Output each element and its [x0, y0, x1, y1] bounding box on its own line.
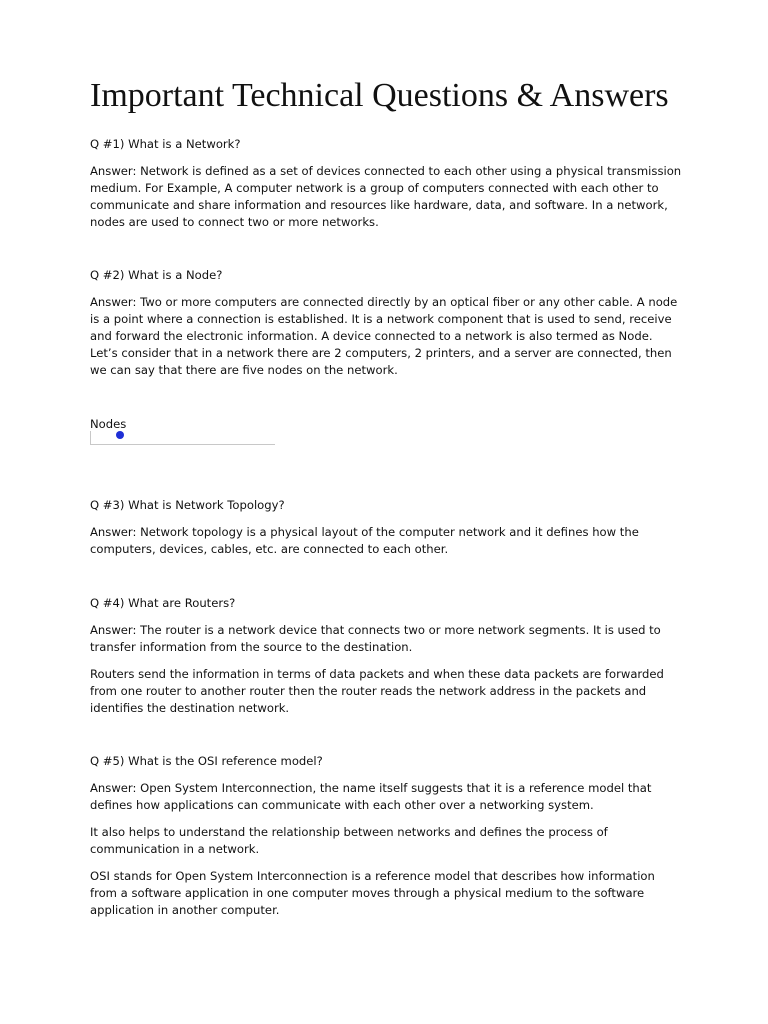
answer-4-paragraph-2: Routers send the information in terms of data packets and when these data packets are forwarded from one router to another router then the router reads the network address in the packets and identifies the destination network.	[90, 667, 664, 715]
node-dot-icon	[116, 431, 124, 439]
question-2: Q #2) What is a Node?	[90, 268, 223, 282]
answer-2: Answer: Two or more computers are connected directly by an optical fiber or any other cable. A node is a point where a connection is established. It is a network component that is used to send, receive and forward the electronic information. A device connected to a network is also termed as Node. Let’s consider that in a network there are 2 computers, 2 printers, and a server are connected, then we can say that there are five nodes on the network.	[90, 295, 678, 377]
question-3: Q #3) What is Network Topology?	[90, 498, 285, 512]
answer-5-paragraph-2: It also helps to understand the relationship between networks and defines the process of communication in a network.	[90, 825, 608, 856]
answer-1: Answer: Network is defined as a set of devices connected to each other using a physical transmission medium. For Example, A computer network is a group of computers connected with each other to communicate and share information and resources like hardware, data, and software. In a network, nodes are used to connect two or more networks.	[90, 164, 682, 229]
answer-3: Answer: Network topology is a physical layout of the computer network and it defines how the computers, devices, cables, etc. are connected to each other.	[90, 525, 639, 556]
question-5: Q #5) What is the OSI reference model?	[90, 754, 323, 768]
nodes-figure	[90, 431, 275, 445]
question-1: Q #1) What is a Network?	[90, 137, 241, 151]
document-title: Important Technical Questions & Answers	[90, 77, 669, 114]
question-4: Q #4) What are Routers?	[90, 596, 236, 610]
figure-label-nodes: Nodes	[90, 417, 127, 431]
answer-4: Answer: The router is a network device that connects two or more network segments. It is used to transfer information from the source to the destination.	[90, 623, 661, 654]
answer-5: Answer: Open System Interconnection, the name itself suggests that it is a reference model that defines how applications can communicate with each other over a networking system.	[90, 781, 652, 812]
answer-5-paragraph-3: OSI stands for Open System Interconnection is a reference model that describes how information from a software application in one computer moves through a physical medium to the software application in another computer.	[90, 869, 655, 917]
